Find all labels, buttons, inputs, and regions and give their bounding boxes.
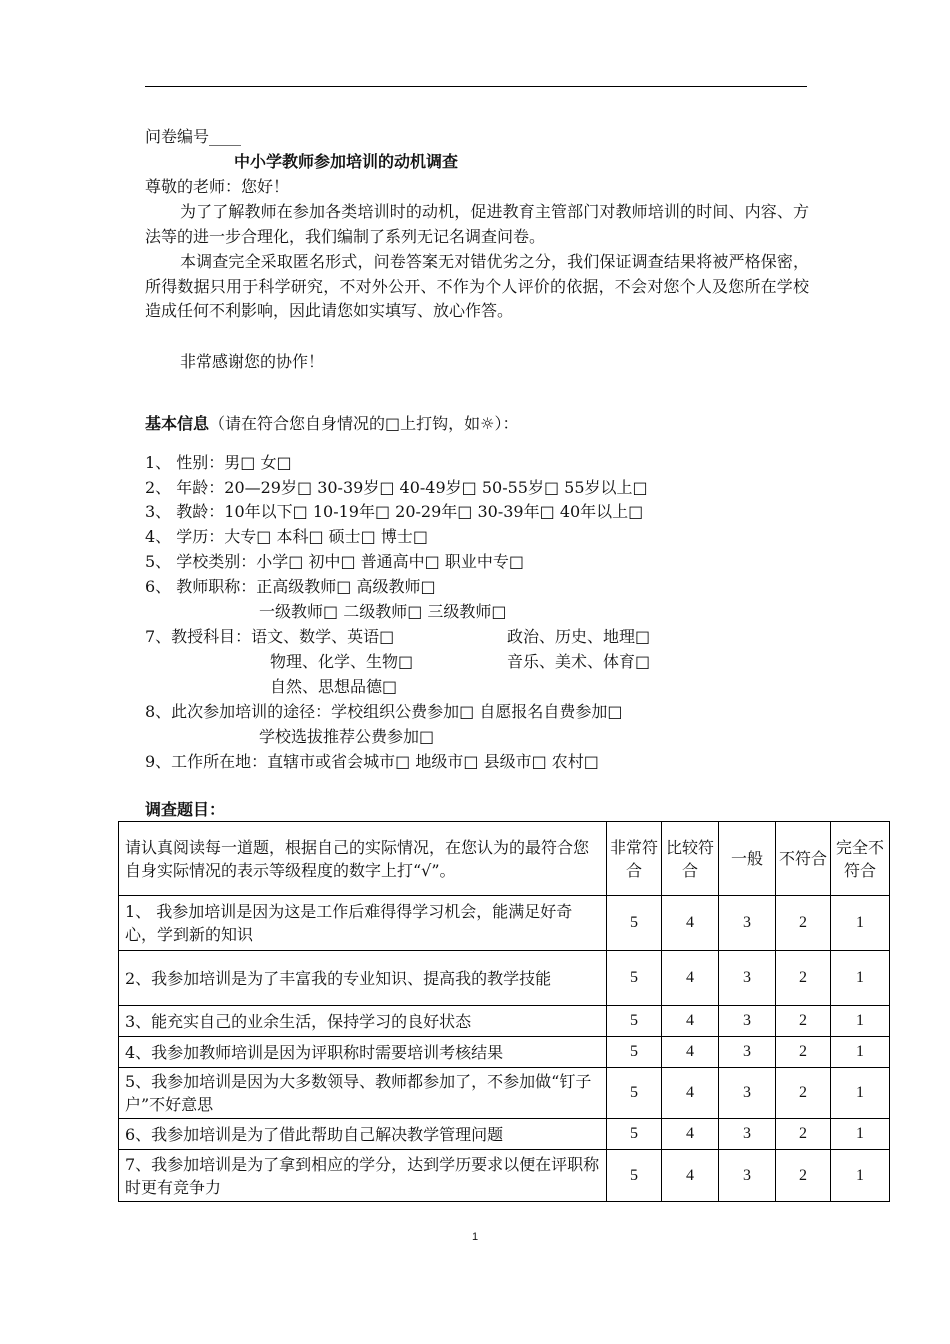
score-cell[interactable]: 2 [776, 951, 831, 1006]
score-cell[interactable]: 3 [719, 1006, 776, 1037]
score-cell[interactable]: 2 [776, 1119, 831, 1150]
question-text: 5、我参加培训是因为大多数领导、教师都参加了，不参加做“钉子户”不好意思 [119, 1068, 607, 1119]
info-training-route: 8、此次参加培训的途径：学校组织公费参加□ 自愿报名自费参加□ [145, 702, 623, 721]
info-gender: 1、 性别：男□ 女□ [145, 453, 292, 472]
score-cell[interactable]: 3 [719, 951, 776, 1006]
score-cell[interactable]: 3 [719, 1037, 776, 1068]
score-cell[interactable]: 4 [662, 1119, 719, 1150]
column-header: 非常符合 [607, 822, 662, 896]
info-subject-3: 物理、化学、生物□ [270, 652, 414, 671]
score-cell[interactable]: 4 [662, 1037, 719, 1068]
score-cell[interactable]: 5 [607, 1119, 662, 1150]
intro-paragraph-1: 为了了解教师在参加各类培训时的动机，促进教育主管部门对教师培训的时间、内容、方法等的进一步合理化，我们编制了系列无记名调查问卷。 [145, 202, 809, 246]
info-age: 2、 年龄：20—29岁□ 30-39岁□ 40-49岁□ 50-55岁□ 55岁以上□ [145, 478, 648, 497]
survey-instruction: 请认真阅读每一道题，根据自己的实际情况，在您认为的最符合您自身实际情况的表示等级程度的数字上打“√”。 [119, 822, 607, 896]
page-number: 1 [471, 1231, 479, 1243]
question-text: 1、 我参加培训是因为这是工作后难得得学习机会，能满足好奇心，学到新的知识 [119, 896, 607, 951]
table-row [119, 896, 890, 951]
score-cell[interactable]: 4 [662, 1150, 719, 1202]
table-row [119, 1006, 890, 1037]
info-title: 6、 教师职称：正高级教师□ 高级教师□ [145, 577, 436, 596]
table-row [119, 1068, 890, 1119]
score-cell[interactable]: 4 [662, 896, 719, 951]
column-header: 比较符合 [662, 822, 719, 896]
table-row [119, 1150, 890, 1202]
basic-info-heading [145, 414, 518, 434]
question-text: 4、我参加教师培训是因为评职称时需要培训考核结果 [119, 1037, 607, 1068]
info-school-type: 5、 学校类别：小学□ 初中□ 普通高中□ 职业中专□ [145, 552, 524, 571]
questionnaire-number: 问卷编号____ [145, 127, 242, 146]
score-cell[interactable]: 5 [607, 896, 662, 951]
table-header-row [119, 822, 890, 896]
score-cell[interactable]: 3 [719, 1150, 776, 1202]
question-text: 6、我参加培训是为了借此帮助自己解决教学管理问题 [119, 1119, 607, 1150]
score-cell[interactable]: 4 [662, 951, 719, 1006]
intro-paragraph-2: 本调查完全采取匿名形式，问卷答案无对错优劣之分，我们保证调查结果将被严格保密，所得数据只用于科学研究，不对外公开、不作为个人评价的依据，不会对您个人及您所在学校造成任何不利影响，因此请您如实填写、放心作答。 [145, 252, 809, 320]
score-cell[interactable]: 1 [831, 896, 890, 951]
greeting: 尊敬的老师：您好！ [145, 177, 290, 196]
info-subject: 7、教授科目：语文、数学、英语□ [145, 627, 395, 646]
basic-info-title: 基本信息 [145, 414, 210, 433]
column-header: 一般 [719, 822, 776, 896]
survey-table [118, 821, 890, 1202]
table-row [119, 1119, 890, 1150]
score-cell[interactable]: 1 [831, 1037, 890, 1068]
table-row [119, 951, 890, 1006]
score-cell[interactable]: 3 [719, 1119, 776, 1150]
score-cell[interactable]: 2 [776, 1068, 831, 1119]
score-cell[interactable]: 5 [607, 1037, 662, 1068]
basic-info-instruction: （请在符合您自身情况的□上打钩，如☼）： [209, 414, 519, 433]
score-cell[interactable]: 4 [662, 1006, 719, 1037]
info-title-cont: 一级教师□ 二级教师□ 三级教师□ [259, 602, 507, 621]
info-subject-4: 音乐、美术、体育□ [507, 652, 651, 671]
score-cell[interactable]: 1 [831, 1006, 890, 1037]
info-training-route-cont: 学校选拔推荐公费参加□ [259, 727, 435, 746]
score-cell[interactable]: 2 [776, 1037, 831, 1068]
score-cell[interactable]: 1 [831, 1068, 890, 1119]
info-subject-5: 自然、思想品德□ [270, 677, 398, 696]
score-cell[interactable]: 3 [719, 896, 776, 951]
info-teaching-years: 3、 教龄：10年以下□ 10-19年□ 20-29年□ 30-39年□ 40年以上□ [145, 502, 644, 521]
question-text: 2、我参加培训是为了丰富我的专业知识、提高我的教学技能 [119, 951, 607, 1006]
page-title: 中小学教师参加培训的动机调查 [234, 152, 459, 171]
thanks-line: 非常感谢您的协作！ [180, 352, 325, 371]
score-cell[interactable]: 1 [831, 1150, 890, 1202]
column-header: 不符合 [776, 822, 831, 896]
info-education: 4、 学历：大专□ 本科□ 硕士□ 博士□ [145, 527, 428, 546]
score-cell[interactable]: 1 [831, 1119, 890, 1150]
question-text: 3、能充实自己的业余生活，保持学习的良好状态 [119, 1006, 607, 1037]
score-cell[interactable]: 5 [607, 1150, 662, 1202]
score-cell[interactable]: 4 [662, 1068, 719, 1119]
table-row [119, 1037, 890, 1068]
score-cell[interactable]: 5 [607, 1006, 662, 1037]
score-cell[interactable]: 2 [776, 1150, 831, 1202]
column-header: 完全不符合 [831, 822, 890, 896]
score-cell[interactable]: 2 [776, 896, 831, 951]
question-text: 7、我参加培训是为了拿到相应的学分，达到学历要求以便在评职称时更有竞争力 [119, 1150, 607, 1202]
score-cell[interactable]: 5 [607, 1068, 662, 1119]
header-rule [145, 86, 807, 87]
info-location: 9、工作所在地：直辖市或省会城市□ 地级市□ 县级市□ 农村□ [145, 752, 599, 771]
score-cell[interactable]: 5 [607, 951, 662, 1006]
survey-heading: 调查题目： [145, 800, 226, 819]
score-cell[interactable]: 3 [719, 1068, 776, 1119]
info-subject-2: 政治、历史、地理□ [507, 627, 651, 646]
score-cell[interactable]: 2 [776, 1006, 831, 1037]
score-cell[interactable]: 1 [831, 951, 890, 1006]
